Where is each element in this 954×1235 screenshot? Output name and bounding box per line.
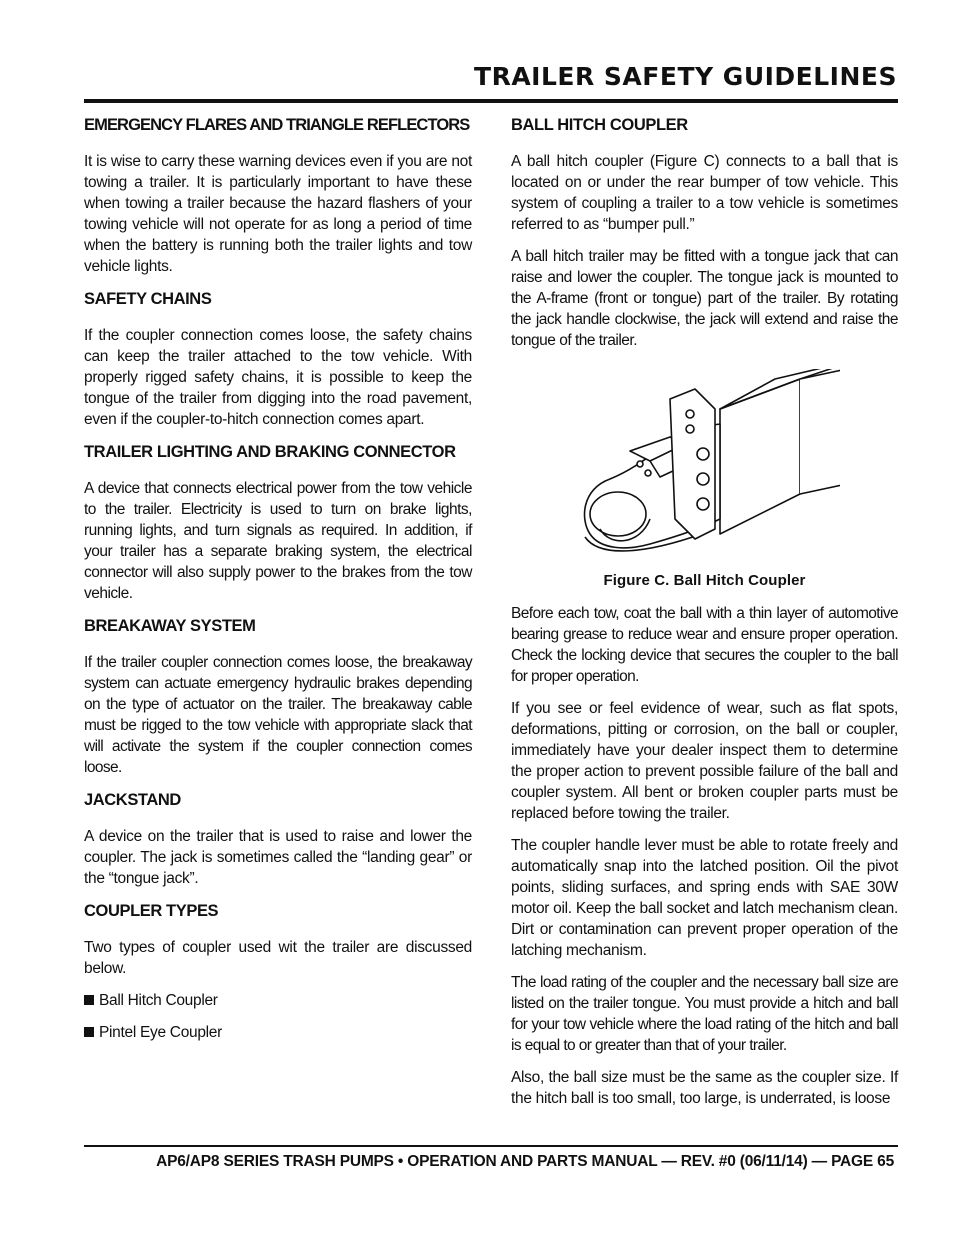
body-ball-hitch-2: A ball hitch trailer may be fitted with a tongue jack that can raise and lower the coupler. The tongue jack is mounted to the A-frame (front or tongue) part of the trailer. By rotating the jack handle clockwise, the jack will extend and raise the tongue of the trailer. [511,248,898,349]
list-item [84,1022,472,1043]
section-lighting-connector [84,442,472,604]
heading-lighting-connector: TRAILER LIGHTING AND BRAKING CONNECTOR [84,443,456,461]
list-item-label: Ball Hitch Coupler [99,992,218,1009]
section-jackstand [84,790,472,889]
body-paragraph: Before each tow, coat the ball with a thin layer of automotive bearing grease to reduce wear and ensure proper operation. Check the locking device that secures the coupler to the ball for proper operation. [511,605,898,685]
body-ball-hitch-1: A ball hitch coupler (Figure C) connects to a ball that is located on or under the rear bumper of tow vehicle. This system of coupling a trailer to a tow vehicle is sometimes referred to as “bumper pull.” [511,153,898,233]
heading-emergency-flares: EMERGENCY FLARES AND TRIANGLE REFLECTORS [84,116,470,134]
section-safety-chains [84,289,472,430]
heading-ball-hitch: BALL HITCH COUPLER [511,116,688,134]
heading-coupler-types: COUPLER TYPES [84,902,219,920]
section-ball-hitch [511,115,898,351]
ball-hitch-coupler-illustration [570,369,840,564]
list-item [84,990,472,1011]
bullet-square-icon [84,995,94,1005]
body-paragraph: The coupler handle lever must be able to rotate freely and automatically snap into the latched position. Oil the pivot points, sliding surfaces, and spring ends with SAE 30W motor oil. Keep the ball socket and latch mechanism clean. Dirt or contamination can prevent proper operation of the latching mechanism. [511,837,898,959]
page-title: TRAILER SAFETY GUIDELINES [474,62,897,91]
body-safety-chains: If the coupler connection comes loose, the safety chains can keep the trailer attached to the tow vehicle. With properly rigged safety chains, it is possible to keep the tongue of the trailer from digging into the road pavement, even if the coupler-to-hitch connection comes apart. [84,327,472,428]
figure-ball-hitch-coupler [511,369,898,589]
body-coupler-types: Two types of coupler used wit the trailer are discussed below. [84,939,472,977]
heading-jackstand: JACKSTAND [84,791,181,809]
section-coupler-types [84,901,472,1043]
left-column [84,103,472,1043]
body-jackstand: A device on the trailer that is used to raise and lower the coupler. The jack is sometimes called the “landing gear” or the “tongue jack”. [84,828,472,887]
right-column [511,103,898,1109]
heading-breakaway: BREAKAWAY SYSTEM [84,617,256,635]
heading-safety-chains: SAFETY CHAINS [84,290,212,308]
coupler-type-list [84,990,472,1043]
bullet-square-icon [84,1027,94,1037]
body-paragraph: The load rating of the coupler and the necessary ball size are listed on the trailer tongue. You must provide a hitch and ball for your tow vehicle where the load rating of the hitch and ball is equal to or greater than that of your trailer. [511,974,898,1054]
section-breakaway [84,616,472,778]
body-emergency-flares: It is wise to carry these warning devices even if you are not towing a trailer. It is particularly important to have these when towing a trailer because the hazard flashers of your towing vehicle will not operate for as long a period of time when the battery is running both the trailer lights and tow vehicle lights. [84,153,472,275]
section-emergency-flares [84,115,472,277]
body-paragraph: If you see or feel evidence of wear, such as flat spots, deformations, pitting or corrosion, on the ball or coupler, immediately have your dealer inspect them to determine the proper action to prevent possible failure of the ball and coupler system. All bent or broken coupler parts must be replaced before towing the trailer. [511,700,898,822]
body-paragraph: Also, the ball size must be the same as the coupler size. If the hitch ball is too small, too large, is underrated, is loose [511,1069,898,1107]
page-footer: AP6/AP8 SERIES TRASH PUMPS • OPERATION AND PARTS MANUAL — REV. #0 (06/11/14) — PAGE 65 [156,1153,894,1170]
body-lighting-connector: A device that connects electrical power from the tow vehicle to the trailer. Electricity is used to turn on brake lights, running lights, and turn signals as required. In addition, if your trailer has a separate braking system, the electrical connector will also supply power to the brakes from the tow vehicle. [84,480,472,602]
footer-rule [84,1145,898,1147]
figure-caption: Figure C. Ball Hitch Coupler [603,572,806,589]
list-item-label: Pintel Eye Coupler [99,1024,222,1041]
body-breakaway: If the trailer coupler connection comes loose, the breakaway system can actuate emergency hydraulic brakes depending on the type of actuator on the trailer. The breakaway cable must be rigged to the tow vehicle with appropriate slack that will activate the system if the coupler connection comes loose. [84,654,472,776]
